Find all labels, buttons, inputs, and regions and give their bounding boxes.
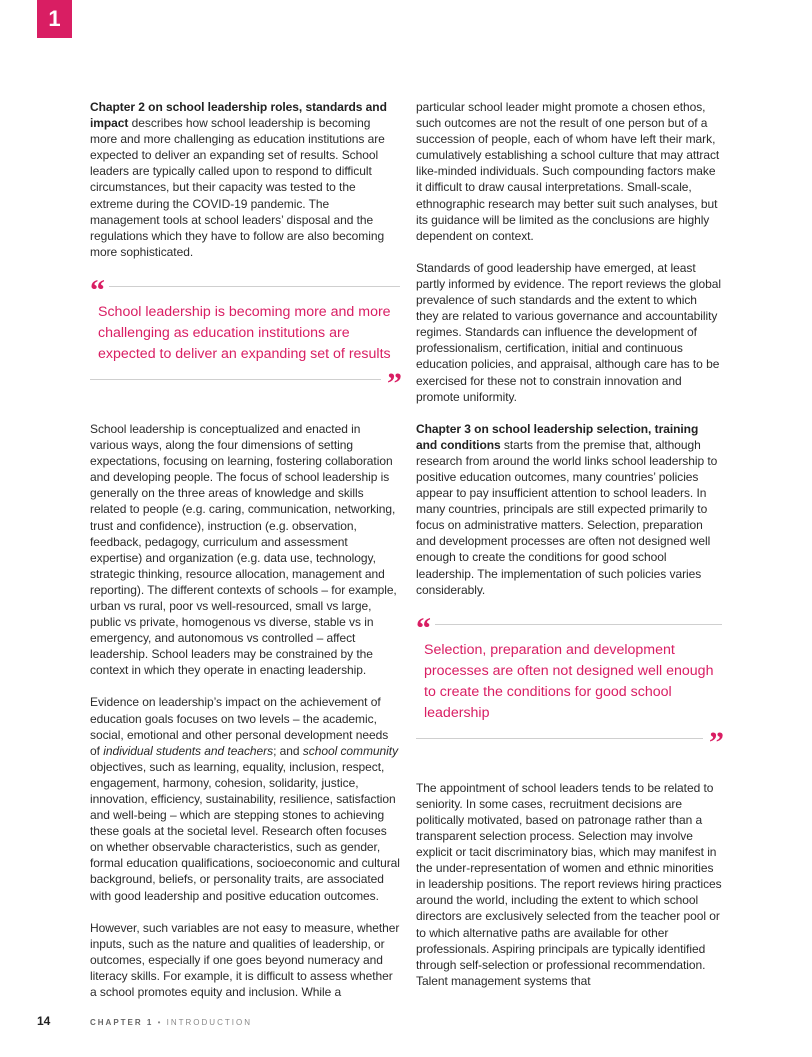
- chapter-number-tab: 1: [37, 0, 72, 38]
- pullquote-school-leadership: [90, 273, 400, 400]
- chapter-2-heading: Chapter 2 on school leadership roles, standards and impact: [90, 100, 387, 131]
- chapter-3-heading: Chapter 3 on school leadership selection, training and conditions: [416, 421, 699, 452]
- paragraph-dimensions: School leadership is conceptualized and enacted in various ways, along the four dimensions of setting expectations, focusing on learning, fostering collaboration and developing people. The focus of school leadership is generally on the three areas of knowledge and skills related to people (e.g. caring, communication, networking, trust and confidence), instruction (e.g. observation, feedback, pedagogy, curriculum and assessment expertise) and organization (e.g. data use, technology, strategic thinking, resource allocation, management and reporting). The different contexts of schools – for example, urban vs rural, poor vs well-resourced, small vs large, public vs private, homogenous vs diverse, stable vs in emergency, and autonomous vs controlled – affect leadership. School leaders may be constrained by the context in which they operate in enacting leadership.: [90, 421, 397, 678]
- quote-rule: [435, 624, 722, 625]
- page-number: 14: [37, 1014, 51, 1028]
- close-quote-icon: ”: [709, 725, 722, 759]
- paragraph-ethos: particular school leader might promote a chosen ethos, such outcomes are not the result of one person but of a succession of people, each of whom have left their mark, cumulatively establishing a school culture that may attract like-minded individuals. Such compounding factors make it difficult to draw causal interpretations. Small-scale, ethnographic research may better suit such analyses, but its guidance will be limited as the conclusions are highly dependent on context.: [416, 100, 720, 243]
- paragraph-appointment: The appointment of school leaders tends to be related to seniority. In some cases, recruitment decisions are politically motivated, based on patronage rather than a transparent selection process. Selection may involve explicit or tacit discriminatory bias, which may manifest in the under-representation of women and ethnic minorities in leadership positions. The report reviews hiring practices around the world, including the extent to which school directors are exclusively selected from the teacher pool or to which alternative paths are available for other professionals. Aspiring principals are typically identified through self-selection or professional recommendation. Talent management systems that: [416, 780, 722, 988]
- quote-rule: [109, 286, 400, 287]
- pullquote-text: Selection, preparation and development processes are often not designed well enough to create the conditions for good school leadership: [424, 641, 714, 721]
- left-column: [90, 99, 400, 1016]
- paragraph-evidence: Evidence on leadership’s impact on the achievement of education goals focuses on two levels – the academic, social, emotional and other personal development needs of individual students and teachers; and school community objectives, such as learning, equality, inclusion, respect, engagement, harmony, cohesion, solidarity, justice, innovation, efficiency, sustainability, resilience, satisfaction and well-being – which are stepping stones to achieving these goals at the societal level. Research often focuses on whether observable characteristics, such as gender, formal education qualifications, socioeconomic and cultural background, beliefs, or personality traits, are associated with good leadership and positive education outcomes.: [90, 695, 400, 903]
- running-footer: CHAPTER 1 • INTRODUCTION: [90, 1018, 252, 1027]
- close-quote-icon: ”: [387, 366, 400, 400]
- page-footer: [37, 1014, 252, 1028]
- quote-rule: [90, 379, 381, 380]
- paragraph-chapter-2-intro: Chapter 2 on school leadership roles, standards and impact describes how school leadership is becoming more and more challenging as education institutions are expected to deliver an expanding set of results. School leaders are typically called upon to respond to difficult circumstances, but their capacity was tested to the extreme during the COVID-19 pandemic. The management tools at school leaders’ disposal and the regulations which they have to follow are also becoming more sophisticated.: [90, 100, 387, 259]
- right-column: [416, 99, 722, 1005]
- open-quote-icon: “: [416, 611, 429, 645]
- pullquote-text: School leadership is becoming more and more challenging as education institutions are expected to deliver an expanding set of results: [98, 303, 391, 362]
- quote-rule: [416, 738, 703, 739]
- open-quote-icon: “: [90, 273, 103, 307]
- paragraph-chapter-3-intro: Chapter 3 on school leadership selection, training and conditions starts from the premise that, although research from around the world links school leadership to positive education outcomes, many countries’ policies appear to pay insufficient attention to school leaders. In many countries, principals are still expected primarily to focus on administrative matters. Selection, preparation and development processes are often not designed well enough to create the conditions for good school leadership. The implementation of such policies varies considerably.: [416, 421, 718, 597]
- paragraph-standards: Standards of good leadership have emerged, at least partly informed by evidence. The report reviews the global prevalence of such standards and the extent to which they are related to various governance and accountability regimes. Standards can influence the development of professionalism, certification, initial and continuous education policies, and appraisal, although care has to be exercised for these not to constrain innovation and promote uniformity.: [416, 260, 722, 404]
- paragraph-measurement: However, such variables are not easy to measure, whether inputs, such as the nature and qualities of leadership, or outcomes, especially if one goes beyond numeracy and literacy skills. For example, it is difficult to assess whether a school promotes equity and inclusion. While a: [90, 920, 400, 1000]
- pullquote-selection: [416, 611, 722, 759]
